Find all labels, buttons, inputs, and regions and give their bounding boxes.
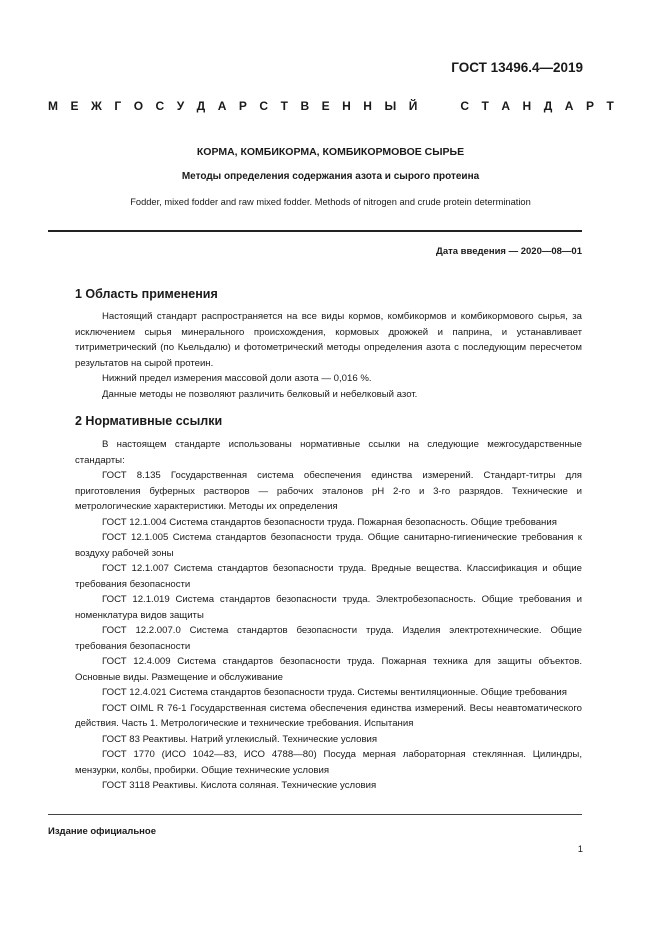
reference-item: ГОСТ 12.1.007 Система стандартов безопасности труда. Вредные вещества. Классификация и общие требования безопасности: [75, 563, 582, 590]
banner-letter: А: [501, 99, 511, 113]
paragraph: Данные методы не позволяют различить белковый и небелковый азот.: [102, 388, 418, 400]
section-2-body: [75, 437, 582, 794]
reference-item: ГОСТ 83 Реактивы. Натрий углекислый. Технические условия: [102, 733, 378, 745]
reference-item: ГОСТ 12.4.009 Система стандартов безопасности труда. Пожарная техника для защиты объектов. Основные виды. Размещение и обслуживание: [75, 656, 582, 683]
section-2-heading: 2 Нормативные ссылки: [75, 414, 223, 428]
banner-letter: Е: [321, 99, 330, 113]
banner-letter: В: [300, 99, 310, 113]
banner-letter: С: [259, 99, 269, 113]
banner-letter: Н: [342, 99, 351, 113]
reference-item: ГОСТ 8.135 Государственная система обеспечения единства измерений. Стандарт-титры для приготовления буферных растворов — рабочих эталонов pH 2-го и 3-го разрядов. Технические и метрологические характеристики. Методы их определения: [75, 470, 582, 512]
interstate-standard-banner: [48, 99, 614, 113]
banner-letter: А: [217, 99, 227, 113]
reference-item: ГОСТ 3118 Реактивы. Кислота соляная. Технические условия: [102, 780, 377, 791]
paragraph: Нижний предел измерения массовой доли азота — 0,016 %.: [102, 373, 372, 384]
reference-item: ГОСТ 12.4.021 Система стандартов безопасности труда. Системы вентиляционные. Общие требования: [102, 687, 567, 698]
banner-letter: М: [48, 99, 58, 113]
banner-letter: Р: [585, 99, 594, 113]
banner-letter: С: [460, 99, 470, 113]
banner-letter: Т: [481, 99, 489, 113]
section-2-heading-block: [75, 414, 580, 428]
banner-letter: Е: [70, 99, 79, 113]
header-divider: [48, 230, 582, 232]
banner-letter: Т: [280, 99, 288, 113]
english-title: Fodder, mixed fodder and raw mixed fodder. Methods of nitrogen and crude protein determination: [130, 197, 531, 207]
banner-letter: С: [155, 99, 165, 113]
banner-letter: А: [564, 99, 574, 113]
reference-item: ГОСТ 12.1.004 Система стандартов безопасности труда. Пожарная безопасность. Общие требования: [102, 516, 557, 528]
official-edition-label: Издание официальное: [48, 826, 156, 837]
banner-letter: Й: [408, 99, 418, 113]
reference-item: ГОСТ 12.1.019 Система стандартов безопасности труда. Электробезопасность. Общие требования и номенклатура видов защиты: [75, 594, 582, 621]
reference-item: ГОСТ OIML R 76-1 Государственная система обеспечения единства измерений. Весы неавтоматического действия. Часть 1. Метрологические и технические требования. Испытания: [75, 702, 582, 729]
paragraph: Настоящий стандарт распространяется на все виды кормов, комбикормов и комбикормового сырья, за исключением сырья минерального происхождения, кормовых дрожжей и паприна, и устанавливает титриметрический (по Кьельдалю) и фотометрический методы определения азота с последующим пересчетом результатов на сырой протеин.: [75, 311, 582, 369]
banner-letter: Н: [363, 99, 372, 113]
banner-letter: Г: [114, 99, 122, 113]
reference-item: ГОСТ 1770 (ИСО 1042—83, ИСО 4788—80) Посуда мерная лабораторная стеклянная. Цилиндры, мензурки, колбы, пробирки. Общие технические условия: [75, 749, 582, 776]
paragraph: В настоящем стандарте использованы нормативные ссылки на следующие межгосударственные стандарты:: [75, 439, 582, 466]
banner-letter: Н: [522, 99, 532, 113]
gost-number: ГОСТ 13496.4—2019: [451, 60, 583, 75]
banner-letter: У: [176, 99, 185, 113]
banner-letter: Ы: [384, 99, 397, 113]
banner-letter: Д: [196, 99, 206, 113]
reference-item: ГОСТ 12.1.005 Система стандартов безопасности труда. Общие санитарно-гигиенические требования к воздуху рабочей зоны: [75, 532, 582, 559]
banner-letter: Т: [606, 99, 614, 113]
banner-letter: О: [133, 99, 144, 113]
banner-letter: Р: [238, 99, 247, 113]
section-1-body: [75, 309, 582, 402]
document-subtitle: Методы определения содержания азота и сырого протеина: [181, 171, 480, 182]
banner-letter: Д: [543, 99, 553, 113]
section-1-heading-block: [75, 287, 580, 301]
reference-item: ГОСТ 12.2.007.0 Система стандартов безопасности труда. Изделия электротехнические. Общие требования безопасности: [75, 625, 582, 652]
section-1-heading: 1 Область применения: [75, 287, 218, 301]
document-title: КОРМА, КОМБИКОРМА, КОМБИКОРМОВОЕ СЫРЬЕ: [196, 146, 465, 158]
page-number: 1: [577, 844, 583, 855]
footer-divider: [48, 814, 582, 815]
banner-gap: [430, 99, 448, 113]
banner-letter: Ж: [91, 99, 102, 113]
introduction-date: Дата введения — 2020—08—01: [436, 246, 582, 257]
